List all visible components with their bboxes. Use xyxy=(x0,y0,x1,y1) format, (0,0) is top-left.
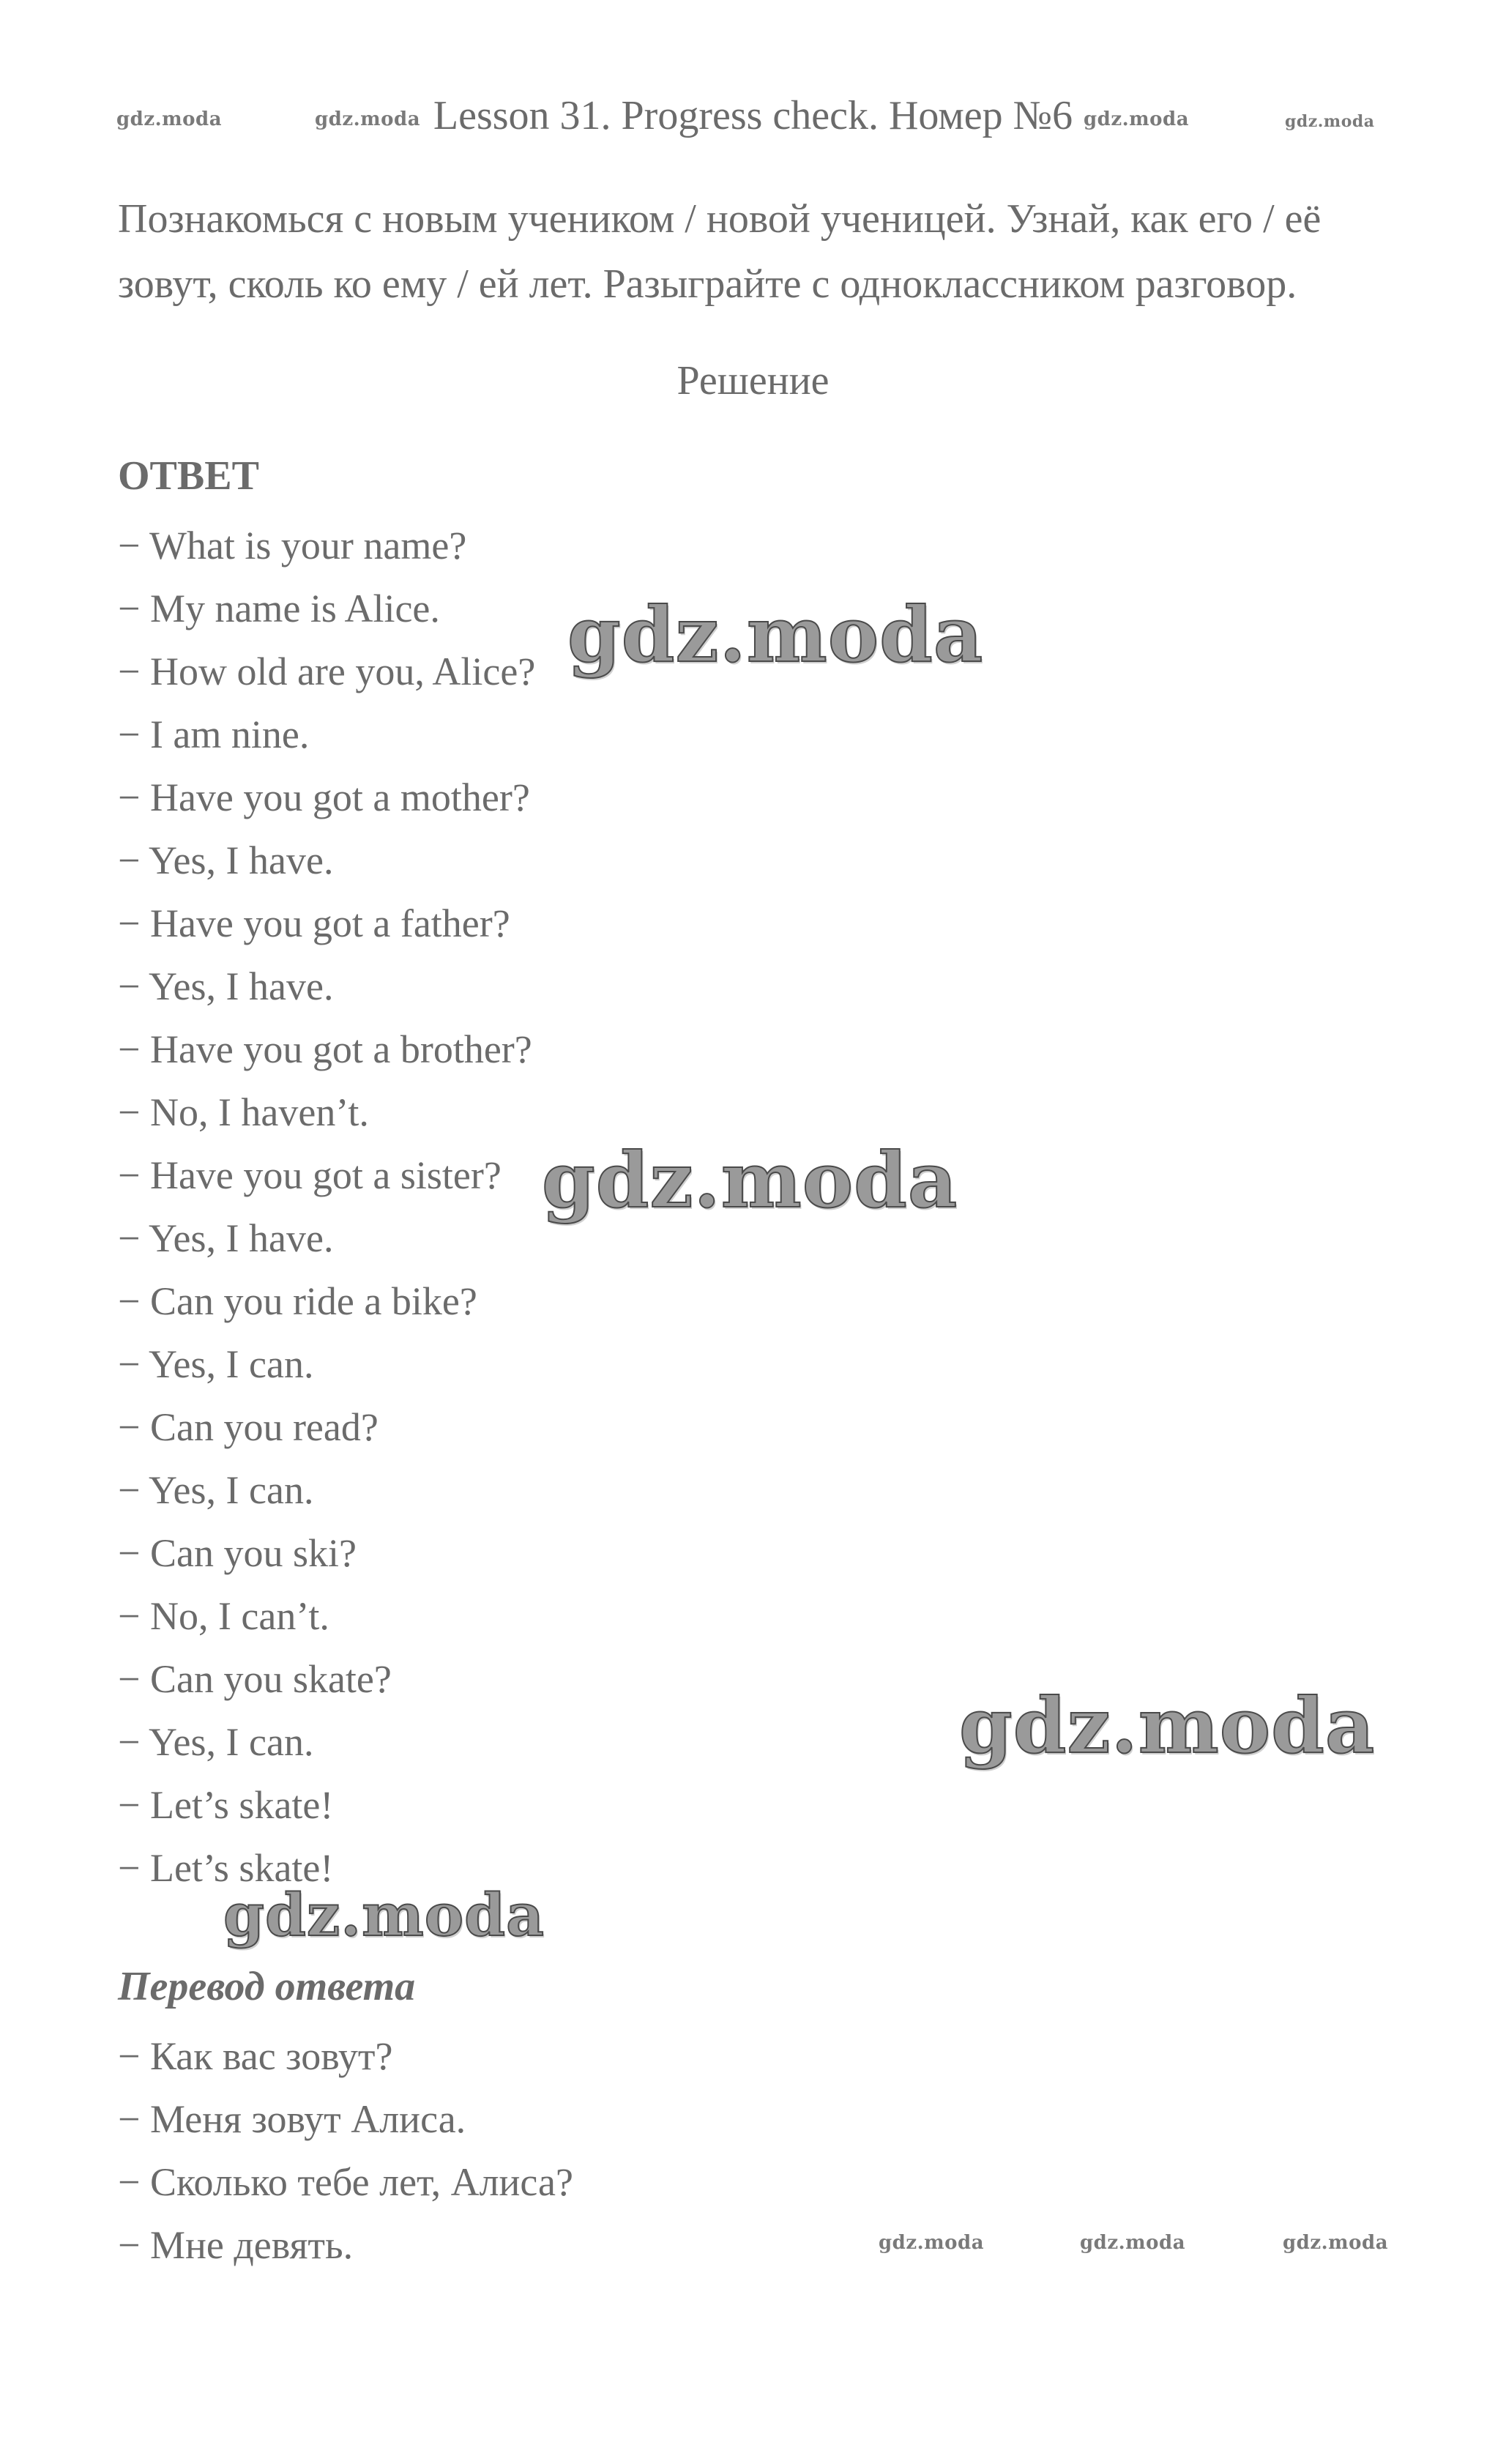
dialogue-line: − Let’s skate! xyxy=(118,1846,334,1890)
dialogue-line: − I am nine. xyxy=(118,712,310,756)
watermark-large: gdz.moda xyxy=(567,589,984,680)
watermark-small: gdz.moda xyxy=(1084,108,1190,130)
dialogue-line: − No, I haven’t. xyxy=(118,1090,369,1134)
watermark-small: gdz.moda xyxy=(879,2232,985,2254)
dialogue-line: − Can you read? xyxy=(118,1405,379,1449)
dialogue-line: − Yes, I have. xyxy=(118,964,334,1008)
dialogue-line: − No, I can’t. xyxy=(118,1594,329,1638)
dialogue-line: − Have you got a mother? xyxy=(118,775,530,819)
dialogue-line: − Can you skate? xyxy=(118,1657,392,1701)
dialogue-line: − Have you got a brother? xyxy=(118,1027,532,1071)
watermark-small: gdz.moda xyxy=(315,108,421,130)
dialogue-line: − How old are you, Alice? xyxy=(118,650,536,693)
solution-heading: Решение xyxy=(676,358,830,403)
dialogue-line: − Have you got a father? xyxy=(118,901,510,945)
dialogue-line: − My name is Alice. xyxy=(118,587,440,630)
dialogue-line: − Have you got a sister? xyxy=(118,1153,502,1197)
dialogue-line: − Let’s skate! xyxy=(118,1783,334,1827)
dialogue-line: − Can you ski? xyxy=(118,1531,357,1575)
dialogue-line: − Yes, I can. xyxy=(118,1468,314,1512)
dialogue-line: − Yes, I can. xyxy=(118,1342,314,1386)
translation-dialogue xyxy=(118,2025,573,2277)
page-title: Lesson 31. Progress check. Номер №6 xyxy=(433,93,1073,138)
translation-line: − Сколько тебе лет, Алиса? xyxy=(118,2160,573,2204)
dialogue-line: − Can you ride a bike? xyxy=(118,1279,477,1323)
translation-line: − Мне девять. xyxy=(118,2223,354,2267)
answer-dialogue xyxy=(118,514,535,1899)
dialogue-line: − Yes, I have. xyxy=(118,1216,334,1260)
translation-line: − Меня зовут Алиса. xyxy=(118,2097,466,2141)
translation-line: − Как вас зовут? xyxy=(118,2034,393,2078)
dialogue-line: − Yes, I have. xyxy=(118,838,334,882)
answer-heading: ОТВЕТ xyxy=(118,453,259,499)
translation-heading: Перевод ответа xyxy=(118,1964,416,2009)
watermark-large: gdz.moda xyxy=(959,1680,1376,1771)
task-text: Познакомься с новым учеником / новой ученицей. Узнай, как его / её зовут, сколь ко ему / ей лет. Разыграйте с одноклассником разговор. xyxy=(118,196,1322,307)
watermark-small: gdz.moda xyxy=(1285,112,1375,131)
watermark-large: gdz.moda xyxy=(542,1135,958,1225)
watermark-large: gdz.moda xyxy=(223,1880,545,1949)
dialogue-line: − Yes, I can. xyxy=(118,1720,314,1764)
dialogue-line: − What is your name? xyxy=(118,524,467,567)
watermark-small: gdz.moda xyxy=(1080,2232,1186,2254)
watermark-small: gdz.moda xyxy=(1283,2232,1389,2254)
watermark-small: gdz.moda xyxy=(116,108,223,130)
